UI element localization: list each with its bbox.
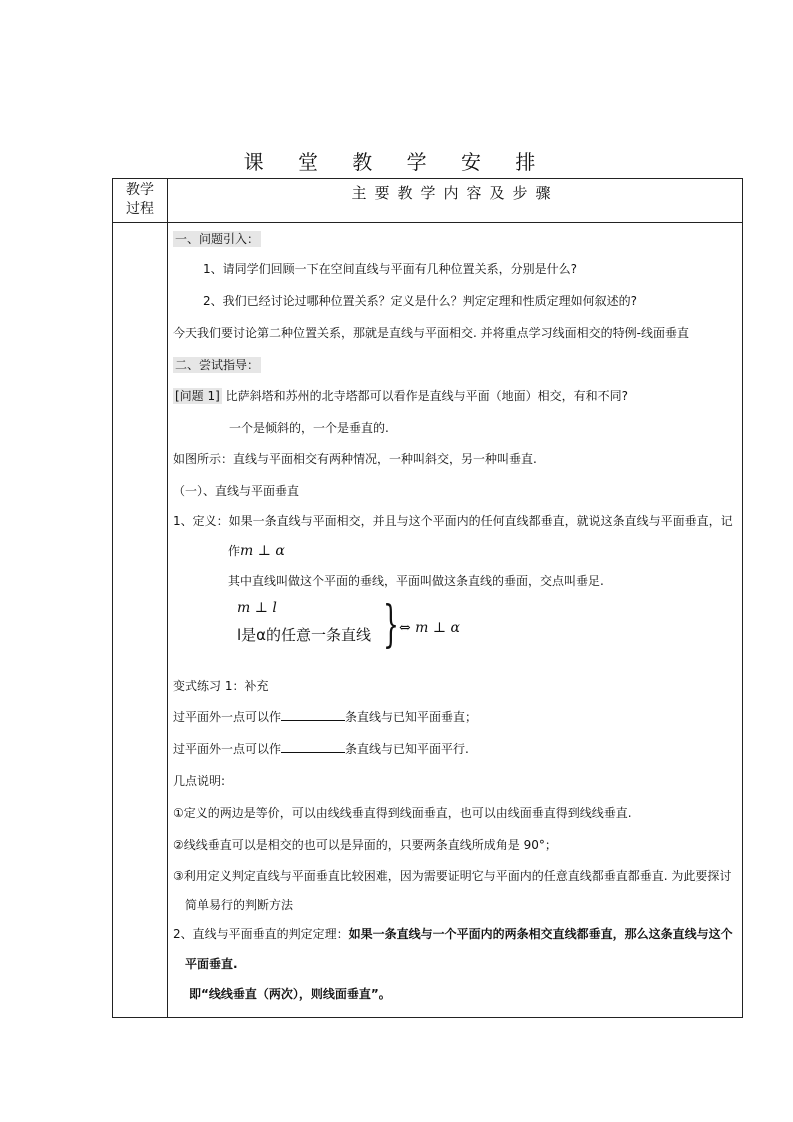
brace-symbol: } <box>383 595 399 653</box>
header-process-line2: 过程 <box>126 201 154 217</box>
exercise-2-blank[interactable] <box>281 742 345 753</box>
brace-result: ⇔ m ⊥ α <box>399 620 460 636</box>
header-content-cell: 主要教学内容及步骤 <box>351 184 559 202</box>
problem-text: 比萨斜塔和苏州的北寺塔都可以看作是直线与平面（地面）相交，有和不同? <box>225 389 629 403</box>
exercise-1: 过平面外一点可以作 条直线与已知平面垂直； <box>173 710 478 724</box>
definition-line-3: 其中直线叫做这个平面的垂线，平面叫做这条直线的垂面，交点叫垂足. <box>228 574 604 588</box>
note-2: ②线线垂直可以是相交的也可以是异面的，只要两条直线所成角是 90°； <box>173 838 557 852</box>
intro-paragraph: 今天我们要讨论第二种位置关系，那就是直线与平面相交. 并将重点学习线面相交的特例-线面垂直 <box>173 326 689 340</box>
exercise-1-blank[interactable] <box>281 710 345 721</box>
note-3-line-1: ③利用定义判定直线与平面垂直比较困难，因为需要证明它与平面内的任意直线都垂直都垂直. 为此要探讨 <box>173 869 732 883</box>
problem-label: [问题 1] <box>175 389 220 403</box>
column-divider <box>167 179 168 1017</box>
problem-1 <box>173 387 628 404</box>
figure-note: 如图所示：直线与平面相交有两种情况，一种叫斜交，另一种叫垂直. <box>173 452 537 466</box>
question-1: 1、请同学们回顾一下在空间直线与平面有几种位置关系，分别是什么? <box>203 262 578 276</box>
notes-heading: 几点说明: <box>173 774 226 788</box>
notation-formula: m ⊥ α <box>240 543 285 559</box>
definition-equivalence <box>235 595 475 670</box>
section-heading-intro: 一、问题引入： <box>175 232 260 246</box>
section-heading-guide: 二、尝试指导： <box>175 358 260 372</box>
theorem-line-2: 平面垂直. <box>185 957 238 971</box>
note-1: ①定义的两边是等价，可以由线线垂直得到线面垂直，也可以由线面垂直得到线线垂直. <box>173 806 632 820</box>
header-process-line1: 教学 <box>126 182 154 198</box>
theorem-summary: 即“线线垂直（两次），则线面垂直”。 <box>189 987 391 1001</box>
header-process-cell <box>113 181 167 219</box>
theorem-line-1: 2、直线与平面垂直的判定定理：如果一条直线与一个平面内的两条相交直线都垂直，那么这条直线与这个 <box>173 927 733 941</box>
question-2: 2、我们已经讨论过哪种位置关系？定义是什么？判定定理和性质定理如何叙述的? <box>203 294 638 308</box>
content-cell <box>173 222 738 1017</box>
definition-notation: 作m ⊥ α <box>228 543 285 559</box>
note-3-line-2: 简单易行的判断方法 <box>185 898 294 912</box>
problem-answer: 一个是倾斜的，一个是垂直的. <box>229 421 389 435</box>
page-title: 课 堂 教 学 安 排 <box>243 150 550 174</box>
subsection-heading: （一）、直线与平面垂直 <box>173 484 300 498</box>
exercise-2: 过平面外一点可以作 条直线与已知平面平行. <box>173 742 469 756</box>
definition-line-1: 1、定义：如果一条直线与平面相交，并且与这个平面内的任何直线都垂直，就说这条直线与平面垂直，记 <box>173 514 733 528</box>
exercise-heading: 变式练习 1：补充 <box>173 679 269 693</box>
brace-condition-1: m ⊥ l <box>237 600 277 616</box>
brace-condition-2: l是α的任意一条直线 <box>237 626 372 644</box>
lesson-table <box>112 178 743 1018</box>
